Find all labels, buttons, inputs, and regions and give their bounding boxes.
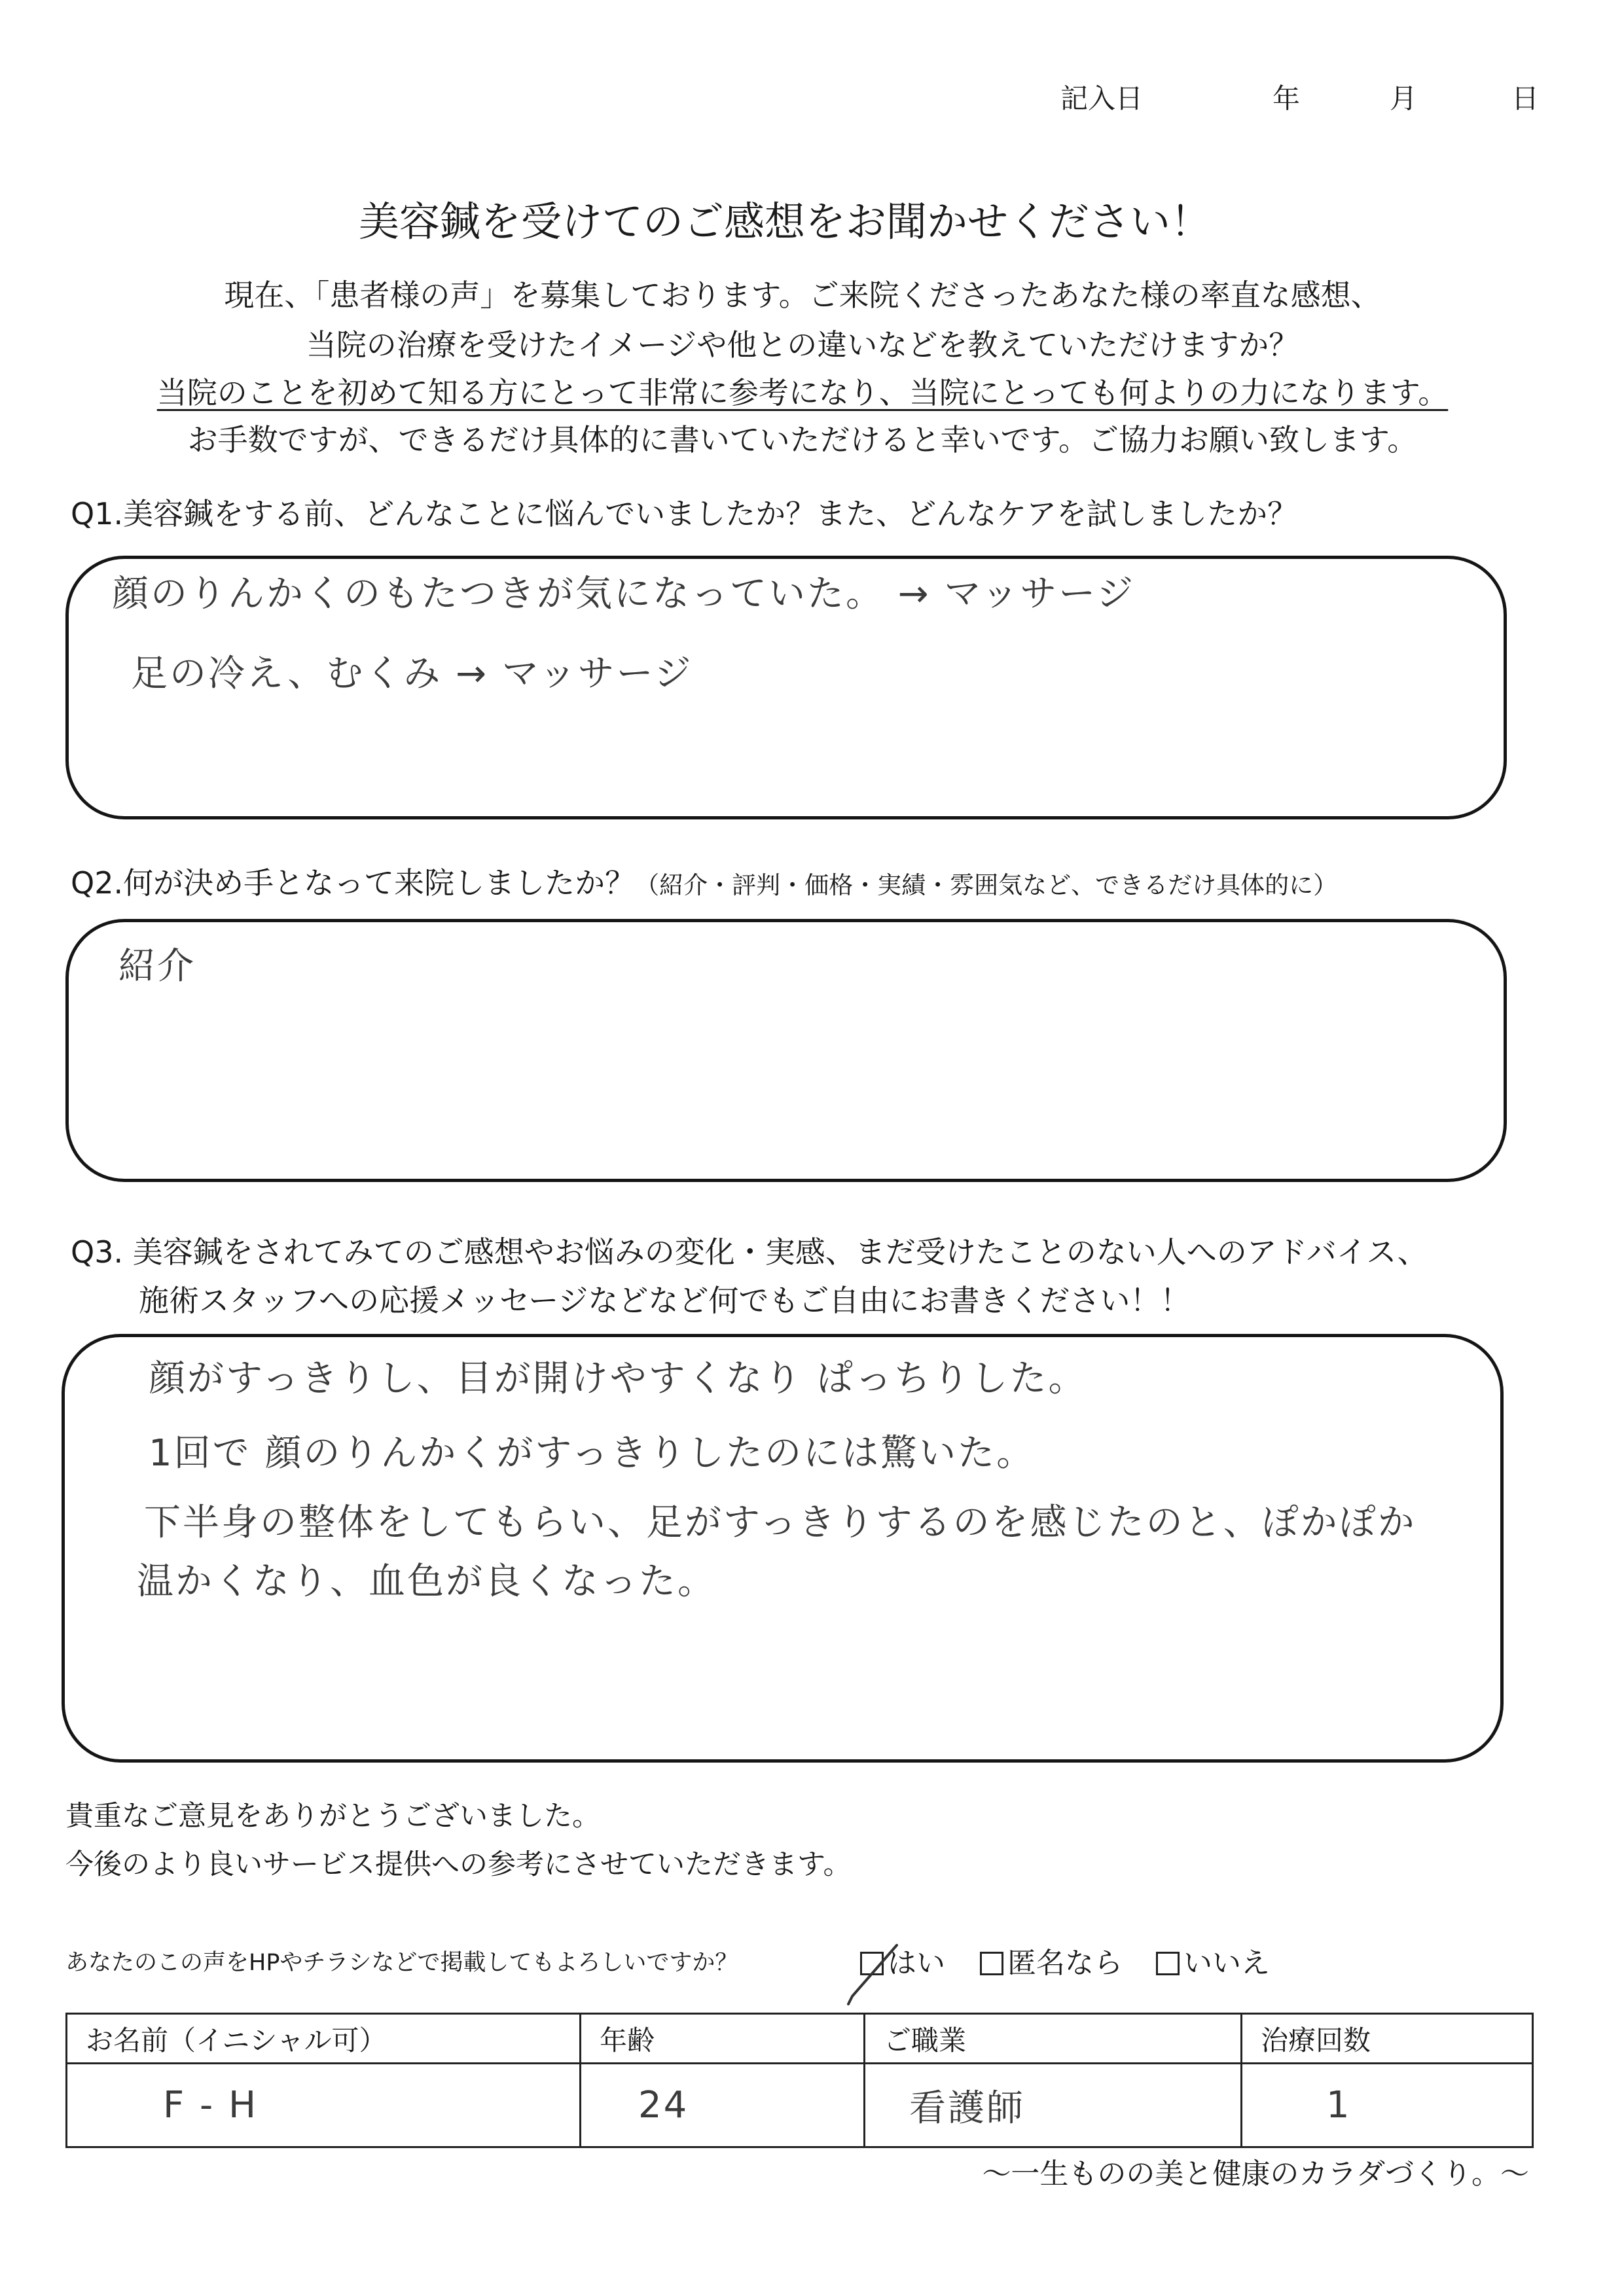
value-age: 24 [638, 2084, 689, 2126]
month-label: 月 [1390, 82, 1418, 115]
permission-option-yes-label: はい [888, 1946, 945, 1980]
value-visits: 1 [1326, 2084, 1352, 2126]
q2-answer-box[interactable] [65, 919, 1507, 1182]
closing-line-1: 貴重なご意見をありがとうございました。 [65, 1800, 600, 1833]
q3-label-line-2: 施術スタッフへの応援メッセージなどなど何でもご自由にお書きください！！ [139, 1283, 1191, 1318]
q1-answer-line-1: 顔のりんかくのもたつきが気になっていた。 → マッサージ [112, 573, 1136, 615]
q2-label-text: Q2.何が決め手となって来院しましたか？ [71, 865, 636, 901]
cell-name[interactable] [67, 2064, 581, 2147]
q1-answer-line-2: 足の冷え、むくみ → マッサージ [131, 653, 693, 695]
date-label: 記入日 [1060, 82, 1144, 115]
profile-table [65, 2013, 1534, 2148]
q3-answer-box[interactable] [62, 1334, 1504, 1763]
checkmark-icon [837, 1936, 909, 2008]
year-label: 年 [1272, 82, 1301, 115]
q1-label: Q1.美容鍼をする前、どんなことに悩んでいましたか？また、どんなケアを試しましたか？ [71, 496, 1298, 531]
value-occupation: 看護師 [909, 2087, 1025, 2130]
q3-answer-line-4: 温かくなり、血色が良くなった。 [137, 1560, 716, 1603]
header-age: 年齢 [581, 2014, 865, 2064]
table-header-row [67, 2014, 1533, 2064]
header-name: お名前（イニシャル可） [67, 2014, 581, 2064]
intro-line-2: 当院の治療を受けたイメージや他との違いなどを教えていただけますか？ [306, 327, 1299, 363]
intro-line-1: 現在、「患者様の声」を募集しております。ご来院くださったあなた様の率直な感想、 [224, 278, 1381, 313]
cell-visits[interactable] [1242, 2064, 1533, 2147]
value-name: F - H [163, 2084, 259, 2126]
q3-answer-line-2: 1回で 顔のりんかくがすっきりしたのには驚いた。 [149, 1432, 1036, 1475]
q3-answer-line-1: 顔がすっきりし、目が開けやすくなり ぱっちりした。 [149, 1357, 1087, 1400]
permission-option-anonymous-label: 匿名なら [1007, 1946, 1123, 1980]
intro-line-3-text: 当院のことを初めて知る方にとって非常に参考になり、当院にとっても何よりの力になります。 [156, 375, 1449, 410]
cell-occupation[interactable] [865, 2064, 1242, 2147]
q3-answer-line-3: 下半身の整体をしてもらい、足がすっきりするのを感じたのと、ぽかぽか [144, 1501, 1416, 1544]
table-row [67, 2064, 1533, 2147]
intro-line-3 [0, 375, 1605, 410]
closing-line-2: 今後のより良いサービス提供への参考にさせていただきます。 [65, 1848, 852, 1881]
day-label: 日 [1511, 82, 1540, 115]
header-visits: 治療回数 [1242, 2014, 1533, 2064]
footer-tagline: ～一生ものの美と健康のカラダづくり。～ [982, 2157, 1529, 2191]
q2-label [71, 865, 1338, 901]
q2-answer-line-1: 紹介 [118, 945, 196, 988]
permission-option-no-label: いいえ [1183, 1946, 1270, 1980]
checkbox-no[interactable] [1156, 1952, 1180, 1975]
permission-question: あなたのこの声をHPやチラシなどで掲載してもよろしいですか？ [65, 1950, 738, 1976]
cell-age[interactable] [581, 2064, 865, 2147]
checkbox-anonymous[interactable] [980, 1952, 1003, 1975]
page-title: 美容鍼を受けてのご感想をお聞かせください！ [359, 198, 1212, 245]
q3-label-line-1: Q3. 美容鍼をされてみてのご感想やお悩みの変化・実感、まだ受けたことのない人へのアドバイス、 [71, 1234, 1428, 1270]
permission-option-anonymous[interactable] [980, 1946, 1123, 1980]
q1-answer-box[interactable] [65, 556, 1507, 819]
permission-option-no[interactable] [1156, 1946, 1270, 1980]
intro-line-4: お手数ですが、できるだけ具体的に書いていただけると幸いです。ご協力お願い致します。 [187, 422, 1418, 457]
q2-label-note: （紹介・評判・価格・実績・雰囲気など、できるだけ具体的に） [635, 871, 1338, 899]
header-occupation: ご職業 [865, 2014, 1242, 2064]
